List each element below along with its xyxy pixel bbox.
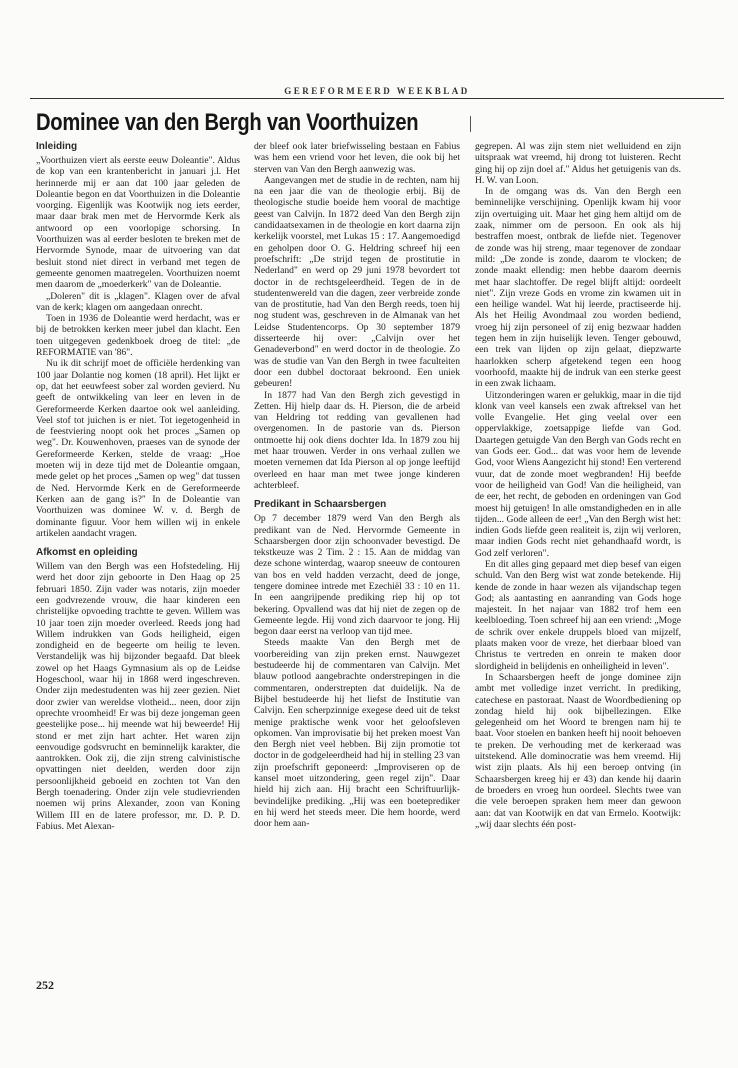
paragraph: „Doleren" dit is „klagen". Klagen over de afval van de kerk; klagen om aangedaan onrecht. [36, 290, 240, 313]
spacer [36, 539, 240, 547]
section-heading-predikant: Predikant in Schaarsbergen [254, 499, 387, 511]
column-2 [254, 141, 460, 830]
header-rule [30, 98, 724, 99]
margin-mark [470, 116, 477, 132]
article-title: Dominee van den Bergh van Voorthuizen [36, 109, 419, 136]
paragraph: der bleef ook later briefwisseling bestaan en Fabius was hem een vriend voor het leven, die ook bij het sterven van Van den Bergh aanwezig was. [254, 141, 460, 175]
column-3 [475, 141, 681, 830]
section-heading-afkomst: Afkomst en opleiding [36, 547, 138, 559]
paragraph: Uitzonderingen waren er gelukkig, maar in die tijd klonk van veel kansels een zwak aftreksel van het volle Evangelie. Het ging veelal over een oppervlakkige, zoetsappige liefde van God. Daartegen getuigde Van den Bergh van Gods recht en van Gods eer. God... dat was voor hem de levende God, voor Wiens Aangezicht hij stond! Een verterend vuur, dat de zonde moet wegbranden! Hij beefde voor de heiligheid van God! Van die heiligheid, van de eer, het recht, de geboden en ordeningen van God moest hij getuigen! In alle omstandigheden en in alle tijden... Gode alleen de eer! „Van den Bergh wist het: indien Gods liefde geen realiteit is, zijn wij verloren, maar indien Gods recht niet gehandhaafd wordt, is God zelf verloren". [475, 389, 681, 559]
page-number: 252 [36, 978, 54, 992]
paragraph: In Schaarsbergen heeft de jonge dominee zijn ambt met volledige inzet verricht. In prediking, catechese en pastoraat. Naast de Woordbediening op zondag hield hij ook bijbellezingen. Elke gelegenheid om het Woord te brengen nam hij te baat. Voor stoelen en banken heeft hij nooit behoeven te preken. De verhouding met de kerkeraad was uitstekend. Alle dominocratie was hem vreemd. Hij wist zijn plaats. Als hij een beroep ontving (in Schaarsbergen kreeg hij er 43) dan kende hij daarin de broeders en vroeg hun oordeel. Slechts twee van die vele beroepen spraken hem meer dan gewoon aan: dat van Kootwijk en dat van Ermelo. Kootwijk: „wij daar slechts één post- [475, 671, 681, 830]
paragraph: Aangevangen met de studie in de rechten, nam hij na een jaar die van de theologie erbij. Bij de theologische studie boeide hem vooral de machtige geest van Calvijn. In 1872 deed Van den Bergh zijn candidaatsexamen in de theologie en kort daarna zijn kerkelijk voorstel, met Lukas 15 : 17. Aangemoedigd en geholpen door O. G. Heldring schreef hij een proefschrift: „De strijd tegen de prostitutie in Nederland" en werd op 29 juni 1978 bevordert tot doctor in de rechtsgeleerdheid. Tegen de in de studentenwereld van die dagen, zeer verbreide zonde van de prostitutie, had Van den Bergh reeds, toen hij nog student was, geschreven in de Almanak van het Leidse Studentencorps. Op 30 september 1879 disserteerde hij over: „Calvijn over het Genadeverbond" en werd doctor in de theologie. Zo was de studie van Van den Bergh in twee faculteiten door een dubbel doctoraat bekroond. Een uniek gebeuren! [254, 174, 460, 390]
paragraph: Steeds maakte Van den Bergh met de voorbereiding van zijn preken ernst. Nauwgezet bestudeerde hij de commentaren van Calvijn. Met blauw potlood aangebrachte onderstrepingen in die commentaren, onderstrepten dat duidelijk. Na de Bijbel bestudeerde hij het liefst de Institutie van Calvijn. Een scherpzinnige exegese deed uit de tekst menige praktische wenk voor het geloofsleven opkomen. Van improvisatie bij het preken moest Van den Bergh niet veel hebben. Bij zijn promotie tot doctor in de godgeleerdheid had hij in stelling 23 van zijn proefschrift geponeerd: „Improviseren op de kansel moet uitzondering, geen regel zijn". Daar hield hij zich aan. Hij bracht een Schriftuurlijk-bevindelijke prediking. „Hij was een boeteprediker en hij werd het steeds meer. Die hem hoorde, werd door hem aan- [254, 637, 460, 830]
paragraph: gegrepen. Al was zijn stem niet welluidend en zijn uitspraak wat vreemd, hij drong tot luisteren. Recht ging hij op zijn doel af." Aldus het getuigenis van ds. H. W. van Loon. [475, 141, 681, 186]
paragraph: „Voorthuizen viert als eerste eeuw Doleantie". Aldus de kop van een krantenbericht in januari j.l. Het herinnerde mij er aan dat 100 jaar geleden de Doleantie begon en dat Voorthuizen in die Doleantie voorging. Eigenlijk was Kootwijk nog iets eerder, maar daar brak men met de Hervormde Kerk als antwoord op een voorlopige schorsing. In Voorthuizen was al eerder besloten te breken met de Hervormde Synode, maar de uitvoering van dat besluit stond niet direct in verband met tegen de gemeente genomen maatregelen. Voorthuizen noemt men daarom de „moederkerk" van de Doleantie. [36, 155, 240, 291]
column-1 [36, 141, 240, 832]
paragraph: Willem van den Bergh was een Hofstedeling. Hij werd het door zijn geboorte in Den Haag op 25 februari 1850. Zijn vader was notaris, zijn moeder een godvrezende vrouw, die haar kinderen een christelijke opvoeding trachtte te geven. Willem was 10 jaar toen zijn moeder overleed. Reeds jong had Willem indrukken van Gods heiligheid, eigen zondigheid en de begeerte om heilig te leven. Verstandelijk was hij bijzonder begaafd. Dat bleek zowel op het Haags Gymnasium als op de Leidse Hogeschool, waar hij in 1868 werd ingeschreven. Onder zijn medestudenten was hij zeer gezien. Niet door zwier van wereldse vlotheid... neen, door zijn oprechte vroomheid! Er was bij deze jongeman geen geestelijke pose... hij meende wat hij beweerde! Hij stond er met zijn hart achter. Het waren zijn eenvoudige godsvrucht en beminnelijk karakter, die aantrokken. Ook zij, die zijn streng calvinistische opvattingen niet deelden, werden door zijn persoonlijkheid geboeid en zochten tot Van den Bergh toenadering. Onder zijn vele studievrienden noemen wij prins Alexander, zoon van Koning Willem III en de latere professor, mr. D. P. D. Fabius. Met Alexan- [36, 561, 240, 832]
running-header: GEREFORMEERD WEEKBLAD [284, 86, 470, 96]
paragraph: Nu ik dit schrijf moet de officiële herdenking van 100 jaar Dolantie nog komen (18 april). Het lijkt er op, dat het eeuwfeest sober zal worden gevierd. Nu geeft de ontwikkeling van leer en leven in de Gereformeerde Kerken daartoe ook wel aanleiding. Veel stof tot juichen is er niet. Tot iegetogenheid in de feestviering noopt ook het proces „Samen op weg". Dr. Kouwenhoven, praeses van de synode der Gereformeerde Kerken, stelde de vraag: „Hoe moeten wij in deze tijd met de Doleantie omgaan, mede gelet op het proces „Samen op weg" dat tussen de Ned. Hervormde Kerk en de Gereformeerde Kerken aan de gang is?" In de Doleantie van Voorthuizen was dominee W. v. d. Bergh de dominante figuur. Voor hem willen wij in enkele artikelen aandacht vragen. [36, 358, 240, 539]
section-heading-inleiding: Inleiding [36, 141, 78, 152]
paragraph: Toen in 1936 de Doleantie werd herdacht, was er bij de betrokken kerken meer jubel dan klacht. Een toen uitgegeven gedenkboek droeg de titel: „de REFORMATIE van '86". [36, 313, 240, 359]
paragraph: In de omgang was ds. Van den Bergh een beminnelijke verschijning. Openlijk kwam hij voor zijn overtuiging uit. Maar het ging hem altijd om de zaak, nimmer om de persoon. En ook als hij bestraffen moest, ontbrak de liefde niet. Tegenover de zonde was hij streng, maar tegenover de zondaar mild: „De zonde is zonde, daarom te vlocken; de zonde maakt ellendig: men hebbe daarom deernis met haar slachtoffer. De regel blijft altijd: oordeelt niet". Zijn vreze Gods en vrome zin kwamen uit in een heilige wandel. Wat hij leerde, practiseerde hij. Als het Heilig Avondmaal zou worden bediend, vroeg hij zijn personeel of zij enig bezwaar hadden tegen hem in zijn huiselijk leven. Tenger gebouwd, een trek van lijden op zijn gelaat, diepzwarte haarlokken scherp afgetekend tegen een hoog voorhoofd, maakte hij de indruk van een sterke geest in een zwak lichaam. [475, 186, 681, 390]
paragraph: Op 7 december 1879 werd Van den Bergh als predikant van de Ned. Hervormde Gemeente in Schaarsbergen door zijn schoonvader bevestigd. De tekstkeuze was 2 Tim. 2 : 15. Aan de middag van deze schone winterdag, waarop sneeuw de contouren van bos en veld hadden verzacht, deed de jonge, tengere dominee intrede met Ezechiël 33 : 10 en 11. In een aangrijpende prediking riep hij op tot bekering. Opvallend was dat hij niet de zegen op de Gemeente legde. Hij vond zich daarvoor te jong. Hij begon daar eerst na verloop van tijd mee. [254, 513, 460, 638]
paragraph: En dit alles ging gepaard met diep besef van eigen schuld. Van den Berg wist wat zonde betekende. Hij kende de zonde in haar wezen als vijandschap tegen God; als aantasting en aanranding van Gods hoge majesteit. In het najaar van 1882 trof hem een keelbloeding. Toen schreef hij aan een vriend: „Moge de schrik over enkele druppels bloed van mijzelf, plaats maken voor de vreze, het dierbaar bloed van Christus te vertreden en onrein te maken door slordigheid in belijdenis en onheiligheid in leven". [475, 558, 681, 672]
paragraph: In 1877 had Van den Bergh zich gevestigd in Zetten. Hij hielp daar ds. H. Pierson, die de arbeid van Heldring tot redding van gevallenen had overgenomen. In de pastorie van ds. Pierson ontmoette hij ook diens dochter Ida. In 1879 zou hij met haar trouwen. Verder in ons verhaal zullen we moeten vernemen dat Ida Pierson al op jonge leeftijd overleed en haar man met twee jonge kinderen achterbleef. [254, 389, 460, 491]
spacer [254, 491, 460, 499]
